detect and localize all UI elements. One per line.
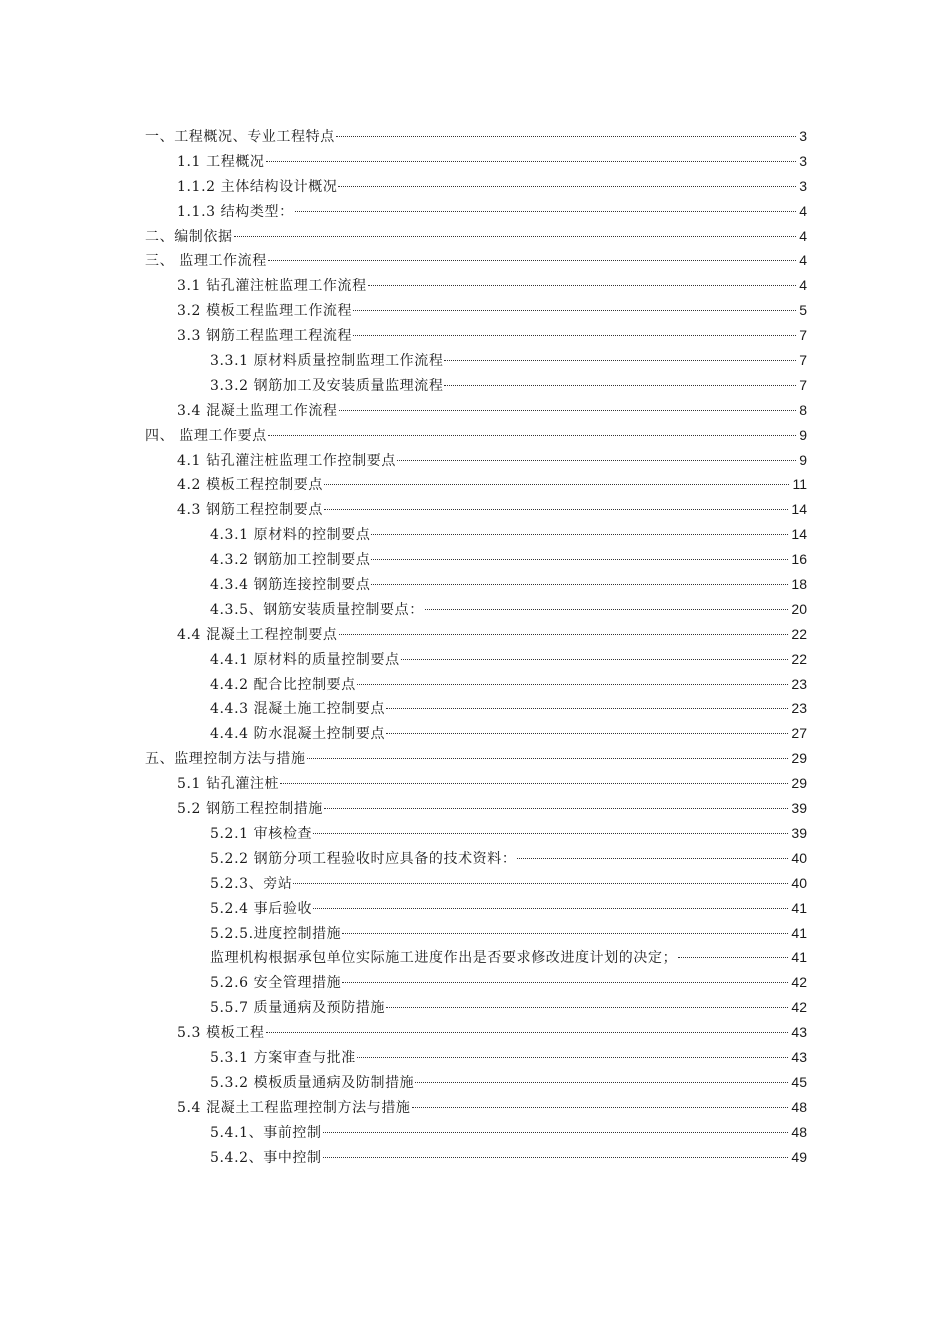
dot-leader <box>444 360 796 361</box>
toc-page-number: 7 <box>799 327 807 344</box>
toc-entry-title: 四、 监理工作要点 <box>145 427 267 444</box>
dot-leader <box>412 1107 789 1108</box>
toc-entry-title: 4.3.5、钢筋安装质量控制要点： <box>210 601 424 618</box>
toc-page-number: 39 <box>791 824 807 841</box>
toc-entry-title: 3.1 钻孔灌注桩监理工作流程 <box>177 278 367 295</box>
toc-entry-title: 5.2.5.进度控制措施 <box>210 925 342 942</box>
toc-page-number: 11 <box>792 476 807 493</box>
dot-leader <box>266 161 797 162</box>
toc-entry-title: 一、工程概况、专业工程特点 <box>145 129 335 145</box>
toc-page-number: 14 <box>791 526 807 543</box>
toc-page-number: 41 <box>791 924 807 941</box>
toc-page-number: 27 <box>791 725 807 742</box>
toc-entry[interactable] <box>145 921 807 946</box>
dot-leader <box>313 908 788 909</box>
toc-entry[interactable] <box>145 224 807 249</box>
toc-page-number: 3 <box>799 152 807 169</box>
toc-page-number: 4 <box>799 202 807 219</box>
dot-leader <box>336 136 796 137</box>
dot-leader <box>338 186 796 187</box>
toc-entry-title: 3.2 模板工程监理工作流程 <box>177 303 353 320</box>
toc-entry-title: 4.4.2 配合比控制要点 <box>210 676 356 693</box>
dot-leader <box>401 659 789 660</box>
toc-page-number: 3 <box>799 128 807 144</box>
toc-entry[interactable] <box>145 124 807 149</box>
toc-entry-title: 3.3.1 原材料质量控制监理工作流程 <box>210 353 444 370</box>
toc-entry[interactable] <box>145 497 807 522</box>
dot-leader <box>353 310 796 311</box>
toc-entry-title: 4.1 钻孔灌注桩监理工作控制要点 <box>177 452 396 469</box>
toc-page-number: 22 <box>791 650 807 667</box>
toc-entry[interactable] <box>145 149 807 174</box>
toc-page-number: 4 <box>799 227 807 244</box>
toc-entry[interactable] <box>145 846 807 871</box>
toc-entry-title: 三、 监理工作流程 <box>145 253 267 270</box>
toc-entry-title: 4.3.1 原材料的控制要点 <box>210 527 371 544</box>
toc-entry[interactable] <box>145 199 807 224</box>
toc-entry-title: 1.1 工程概况 <box>177 153 265 170</box>
toc-page-number: 42 <box>791 999 807 1016</box>
toc-page-number: 40 <box>791 874 807 891</box>
toc-entry[interactable] <box>145 273 807 298</box>
toc-page-number: 41 <box>791 899 807 916</box>
dot-leader <box>357 1057 789 1058</box>
toc-entry-title: 监理机构根据承包单位实际施工进度作出是否要求修改进度计划的决定； <box>210 950 678 967</box>
toc-entry-title: 五、监理控制方法与措施 <box>145 751 306 768</box>
toc-entry[interactable] <box>145 1070 807 1095</box>
dot-leader <box>268 435 796 436</box>
toc-entry-title: 4.3.4 钢筋连接控制要点 <box>210 577 371 594</box>
toc-page-number: 4 <box>799 277 807 294</box>
toc-entry-title: 5.3.2 模板质量通病及防制措施 <box>210 1074 415 1091</box>
toc-entry-title: 4.4.1 原材料的质量控制要点 <box>210 651 400 668</box>
dot-leader <box>339 634 789 635</box>
toc-page-number: 20 <box>791 600 807 617</box>
toc-entry-title: 二、编制依据 <box>145 228 233 245</box>
toc-entry-title: 5.2.1 审核检查 <box>210 825 313 842</box>
toc-entry-title: 5.3.1 方案审查与批准 <box>210 1049 356 1066</box>
dot-leader <box>678 957 788 958</box>
dot-leader <box>386 1007 788 1008</box>
toc-entry[interactable] <box>145 398 807 423</box>
toc-page-number: 29 <box>791 775 807 792</box>
toc-entry-title: 1.1.3 结构类型： <box>177 203 294 220</box>
toc-page-number: 16 <box>791 551 807 568</box>
toc-entry[interactable] <box>145 1095 807 1120</box>
toc-entry-title: 5.2.4 事后验收 <box>210 900 313 917</box>
dot-leader <box>444 385 796 386</box>
toc-entry-title: 4.4.3 混凝土施工控制要点 <box>210 701 386 718</box>
toc-entry-title: 4.4.4 防水混凝土控制要点 <box>210 726 386 743</box>
toc-entry-title: 5.3 模板工程 <box>177 1025 265 1042</box>
dot-leader <box>323 1157 789 1158</box>
toc-entry[interactable] <box>145 970 807 995</box>
dot-leader <box>368 285 796 286</box>
toc-entry[interactable] <box>145 248 807 273</box>
toc-page-number: 23 <box>791 700 807 717</box>
toc-page-number: 22 <box>791 625 807 642</box>
toc-entry[interactable] <box>145 945 807 970</box>
dot-leader <box>324 808 789 809</box>
dot-leader <box>342 933 788 934</box>
toc-entry-title: 4.3 钢筋工程控制要点 <box>177 502 323 519</box>
dot-leader <box>307 758 789 759</box>
toc-page-number: 9 <box>799 426 807 443</box>
toc-entry[interactable] <box>145 995 807 1020</box>
toc-entry-title: 3.3 钢筋工程监理工程流程 <box>177 328 353 345</box>
toc-entry[interactable] <box>145 871 807 896</box>
dot-leader <box>386 708 788 709</box>
dot-leader <box>371 534 788 535</box>
dot-leader <box>371 559 788 560</box>
toc-entry[interactable] <box>145 721 807 746</box>
toc-entry[interactable] <box>145 622 807 647</box>
toc-entry-title: 5.2.2 钢筋分项工程验收时应具备的技术资料： <box>210 850 517 867</box>
toc-entry-title: 1.1.2 主体结构设计概况 <box>177 178 338 195</box>
toc-entry[interactable] <box>145 298 807 323</box>
toc-page-number: 43 <box>791 1024 807 1041</box>
toc-entry[interactable] <box>145 597 807 622</box>
dot-leader <box>324 484 790 485</box>
dot-leader <box>293 883 788 884</box>
dot-leader <box>268 260 796 261</box>
toc-page-number: 9 <box>799 451 807 468</box>
toc-entry-title: 5.2 钢筋工程控制措施 <box>177 801 323 818</box>
toc-entry[interactable] <box>145 348 807 373</box>
toc-entry-title: 5.2.6 安全管理措施 <box>210 975 342 992</box>
toc-entry[interactable] <box>145 174 807 199</box>
toc-entry-title: 3.3.2 钢筋加工及安装质量监理流程 <box>210 377 444 394</box>
table-of-contents <box>145 124 807 1169</box>
dot-leader <box>517 858 788 859</box>
toc-page-number: 49 <box>791 1148 807 1165</box>
toc-page-number: 41 <box>791 949 807 966</box>
toc-entry-title: 5.4.1、事前控制 <box>210 1124 322 1141</box>
dot-leader <box>353 335 796 336</box>
toc-page-number: 48 <box>791 1098 807 1115</box>
toc-page-number: 7 <box>799 376 807 393</box>
toc-entry[interactable] <box>145 746 807 771</box>
toc-entry-title: 4.4 混凝土工程控制要点 <box>177 626 338 643</box>
toc-entry[interactable] <box>145 896 807 921</box>
dot-leader <box>234 236 797 237</box>
dot-leader <box>313 833 788 834</box>
dot-leader <box>397 460 796 461</box>
toc-entry-title: 5.2.3、旁站 <box>210 875 293 892</box>
toc-page-number: 45 <box>791 1073 807 1090</box>
toc-page-number: 48 <box>791 1123 807 1140</box>
toc-entry[interactable] <box>145 771 807 796</box>
toc-entry-title: 5.1 钻孔灌注桩 <box>177 776 280 793</box>
toc-entry[interactable] <box>145 821 807 846</box>
toc-page-number: 18 <box>791 576 807 593</box>
toc-page-number: 43 <box>791 1048 807 1065</box>
toc-entry[interactable] <box>145 796 807 821</box>
toc-page-number: 8 <box>799 401 807 418</box>
toc-entry-title: 3.4 混凝土监理工作流程 <box>177 402 338 419</box>
toc-page-number: 7 <box>799 352 807 369</box>
toc-page-number: 14 <box>791 501 807 518</box>
dot-leader <box>357 684 789 685</box>
toc-entry[interactable] <box>145 547 807 572</box>
dot-leader <box>371 584 788 585</box>
dot-leader <box>342 982 788 983</box>
toc-entry[interactable] <box>145 472 807 497</box>
dot-leader <box>386 733 788 734</box>
dot-leader <box>280 783 788 784</box>
toc-entry-title: 4.3.2 钢筋加工控制要点 <box>210 552 371 569</box>
toc-entry-title: 5.4 混凝土工程监理控制方法与措施 <box>177 1099 411 1116</box>
dot-leader <box>324 509 789 510</box>
toc-page-number: 4 <box>799 252 807 269</box>
toc-entry[interactable] <box>145 647 807 672</box>
dot-leader <box>323 1132 789 1133</box>
toc-page-number: 23 <box>791 675 807 692</box>
toc-page-number: 29 <box>791 750 807 767</box>
toc-entry[interactable] <box>145 423 807 448</box>
toc-entry[interactable] <box>145 572 807 597</box>
toc-entry[interactable] <box>145 1020 807 1045</box>
toc-entry-title: 5.4.2、事中控制 <box>210 1149 322 1166</box>
toc-entry[interactable] <box>145 696 807 721</box>
toc-entry[interactable] <box>145 448 807 473</box>
dot-leader <box>339 410 797 411</box>
toc-entry[interactable] <box>145 323 807 348</box>
dot-leader <box>425 609 789 610</box>
toc-entry[interactable] <box>145 373 807 398</box>
dot-leader <box>295 211 797 212</box>
toc-entry[interactable] <box>145 1145 807 1170</box>
toc-entry[interactable] <box>145 1045 807 1070</box>
toc-entry-title: 5.5.7 质量通病及预防措施 <box>210 1000 386 1017</box>
toc-page-number: 42 <box>791 974 807 991</box>
toc-entry[interactable] <box>145 672 807 697</box>
toc-entry-title: 4.2 模板工程控制要点 <box>177 477 323 494</box>
toc-page-number: 39 <box>791 800 807 817</box>
toc-page-number: 3 <box>799 177 807 194</box>
toc-page-number: 40 <box>791 849 807 866</box>
toc-entry[interactable] <box>145 522 807 547</box>
dot-leader <box>266 1032 789 1033</box>
dot-leader <box>415 1082 788 1083</box>
toc-page-number: 5 <box>799 302 807 319</box>
toc-entry[interactable] <box>145 1120 807 1145</box>
